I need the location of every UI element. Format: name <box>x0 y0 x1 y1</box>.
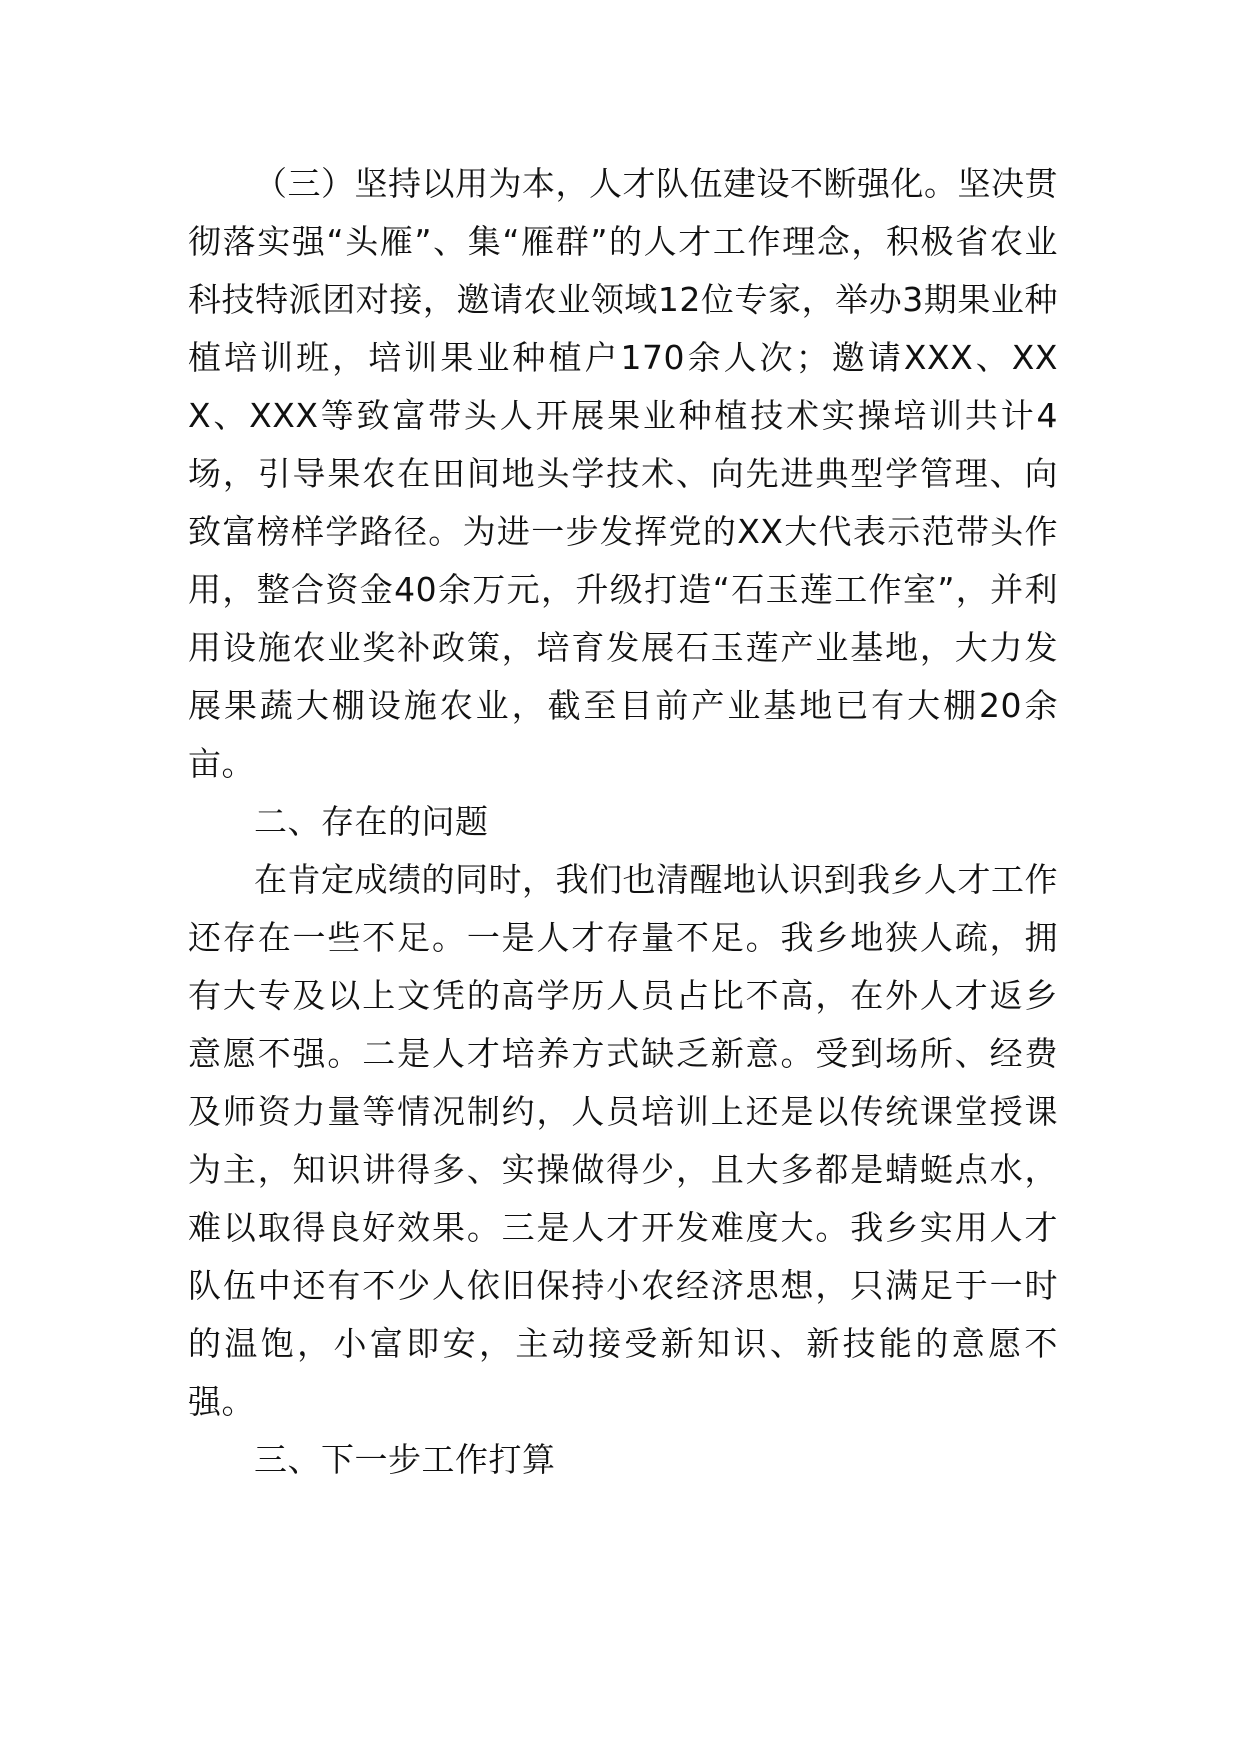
section-heading-next-steps: 三、下一步工作打算 <box>254 1440 556 1479</box>
document-body <box>188 155 1058 1489</box>
paragraph-problems: 在肯定成绩的同时，我们也清醒地认识到我乡人才工作还存在一些不足。一是人才存量不足。我乡地狭人疏，拥有大专及以上文凭的高学历人员占比不高，在外人才返乡意愿不强。二是人才培养方式缺乏新意。受到场所、经费及师资力量等情况制约，人员培训上还是以传统课堂授课为主，知识讲得多、实操做得少，且大多都是蜻蜓点水，难以取得良好效果。三是人才开发难度大。我乡实用人才队伍中还有不少人依旧保持小农经济思想，只满足于一时的温饱，小富即安，主动接受新知识、新技能的意愿不强。 <box>188 860 1058 1421</box>
paragraph-talent-team-building: （三）坚持以用为本，人才队伍建设不断强化。坚决贯彻落实强“头雁”、集“雁群”的人才工作理念，积极省农业科技特派团对接，邀请农业领域12位专家，举办3期果业种植培训班，培训果业种植户170余人次；邀请XXX、XXX、XXX等致富带头人开展果业种植技术实操培训共计4场，引导果农在田间地头学技术、向先进典型学管理、向致富榜样学路径。为进一步发挥党的XX大代表示范带头作用，整合资金40余万元，升级打造“石玉莲工作室”，并利用设施农业奖补政策，培育发展石玉莲产业基地，大力发展果蔬大棚设施农业，截至目前产业基地已有大棚20余亩。 <box>188 164 1058 783</box>
section-heading-problems: 二、存在的问题 <box>254 802 489 841</box>
